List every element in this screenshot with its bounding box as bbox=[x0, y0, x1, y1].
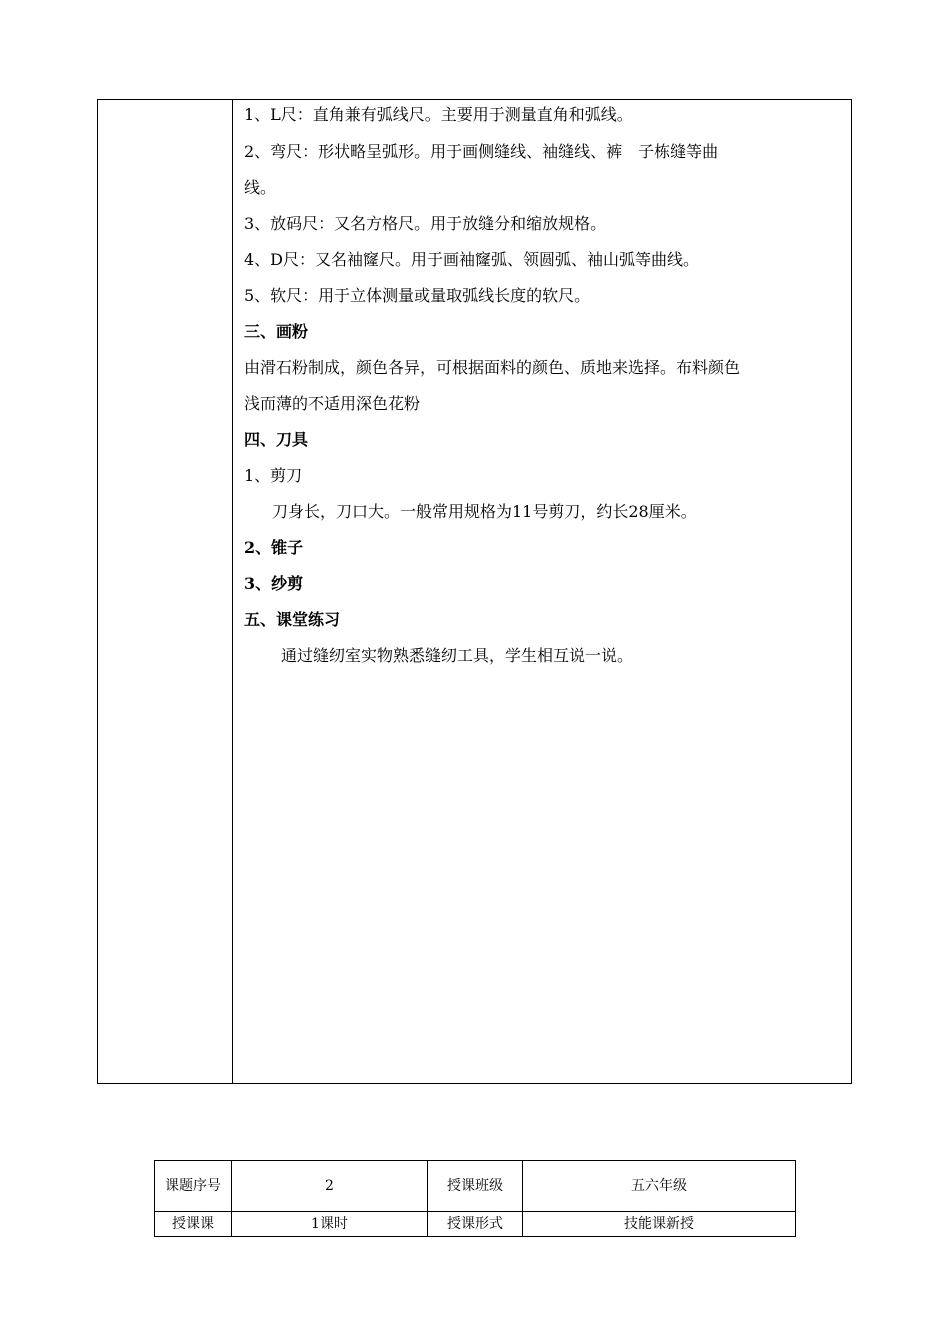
section-heading-cutting-tools: 四、刀具 bbox=[244, 430, 309, 449]
label-class: 授课班级 bbox=[428, 1161, 523, 1212]
value-class-hours: 1课时 bbox=[232, 1212, 428, 1237]
content-line-chalk-desc-cont: 浅而薄的不适用深色花粉 bbox=[244, 394, 421, 413]
content-line-awl: 2、锥子 bbox=[244, 538, 304, 557]
content-line-chalk-desc: 由滑石粉制成，颜色各异，可根据面料的颜色、质地来选择。布料颜色 bbox=[244, 358, 741, 377]
content-line-scissors-desc: 刀身长，刀口大。一般常用规格为11号剪刀，约长28厘米。 bbox=[272, 502, 697, 521]
content-line-l-ruler: 1、L尺：直角兼有弧线尺。主要用于测量直角和弧线。 bbox=[244, 105, 633, 124]
section-heading-chalk: 三、画粉 bbox=[244, 322, 309, 341]
lesson-content-table bbox=[97, 99, 852, 1084]
section-heading-class-exercise: 五、课堂练习 bbox=[244, 610, 341, 629]
lesson-left-column bbox=[98, 100, 233, 1083]
content-line-exercise-desc: 通过缝纫室实物熟悉缝纫工具，学生相互说一说。 bbox=[281, 646, 634, 665]
content-line-scissors: 1、剪刀 bbox=[244, 466, 303, 485]
content-line-thread-snips: 3、纱剪 bbox=[244, 574, 304, 593]
content-line-grading-ruler: 3、放码尺：又名方格尺。用于放缝分和缩放规格。 bbox=[244, 214, 607, 233]
value-class: 五六年级 bbox=[523, 1161, 796, 1212]
table-row bbox=[155, 1161, 796, 1212]
lesson-info-table bbox=[154, 1160, 796, 1237]
content-line-d-ruler: 4、D尺：又名袖窿尺。用于画袖窿弧、领圆弧、袖山弧等曲线。 bbox=[244, 250, 700, 269]
label-teaching-form: 授课形式 bbox=[428, 1212, 523, 1237]
value-teaching-form: 技能课新授 bbox=[523, 1212, 796, 1237]
value-topic-number: 2 bbox=[232, 1161, 428, 1212]
content-line-curve-ruler-cont: 线。 bbox=[244, 178, 277, 197]
label-class-hours: 授课课 bbox=[155, 1212, 232, 1237]
table-row bbox=[155, 1212, 796, 1237]
content-line-curve-ruler: 2、弯尺：形状略呈弧形。用于画侧缝线、袖缝线、裤 子栋缝等曲 bbox=[244, 142, 719, 161]
content-line-soft-ruler: 5、软尺：用于立体测量或量取弧线长度的软尺。 bbox=[244, 286, 591, 305]
label-topic-number: 课题序号 bbox=[155, 1161, 232, 1212]
